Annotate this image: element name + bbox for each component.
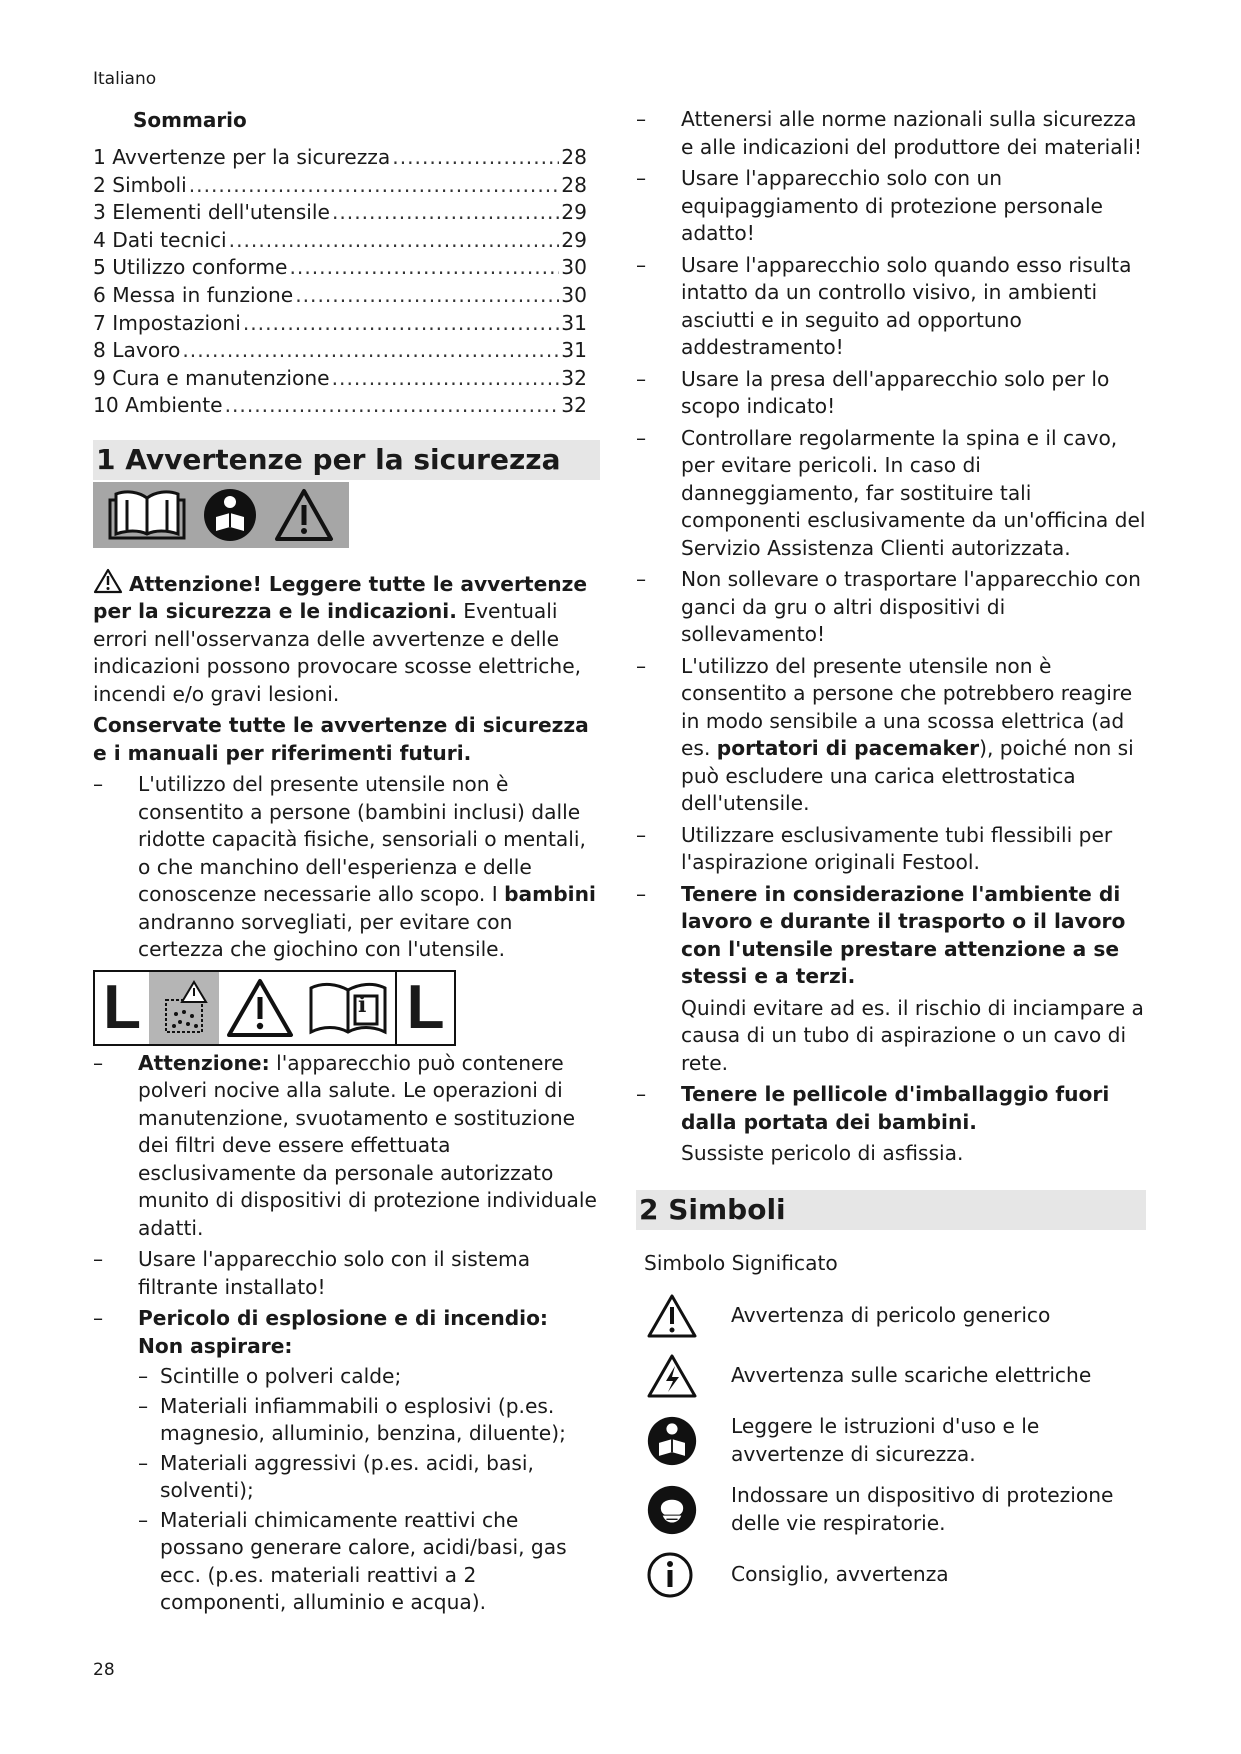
list-item: – Controllare regolarmente la spina e il cavo, per evitare pericoli. In caso di danneggiamento, far sostituire tali componenti esclusivamente da un'officina del Servizio Assistenza Clienti autorizzata.	[636, 425, 1146, 563]
warning-triangle-icon	[273, 487, 335, 543]
left-column	[93, 106, 600, 1617]
list-item: – Non sollevare o trasportare l'apparecchio con ganci da gru o altri dispositivi di sollevamento!	[636, 566, 1146, 649]
read-manual-icon	[646, 1415, 698, 1467]
info-letter: i	[358, 991, 367, 1018]
info-manual-icon	[301, 972, 395, 1044]
toc-entry[interactable]: 3 Elementi dell'utensile ..... 29	[93, 199, 587, 227]
list-item: – Utilizzare esclusivamente tubi flessibili per l'aspirazione originali Festool.	[636, 822, 1146, 877]
list-item: – Scintille o polveri calde;	[138, 1363, 600, 1391]
electric-warning-icon	[646, 1353, 698, 1399]
list-item: – Tenere le pellicole d'imballaggio fuori dalla portata dei bambini. Sussiste pericolo di asfissia.	[636, 1081, 1146, 1168]
symbol-row: Indossare un dispositivo di protezione delle vie respiratorie.	[636, 1482, 1146, 1537]
symbol-row: Consiglio, avvertenza	[636, 1551, 1146, 1599]
dust-hazard-icon	[149, 972, 219, 1044]
toc-entry[interactable]: 2 Simboli ..... 28	[93, 172, 587, 200]
right-column	[636, 106, 1146, 1599]
list-item: – Pericolo di esplosione e di incendio: Non aspirare: – Scintille o polveri calde; – Materiali infiammabili o esplosivi (p.es. magnesio, alluminio, benzina, diluente); – Materiali aggressivi (p.es. acidi, basi, solventi); – Materiali chimicamente reattivi che possano generare calore, acidi/basi, gas ecc. (p.es. materiali reattivi a 2 componenti, alluminio e acqua).	[93, 1305, 600, 1617]
col-symbol: Simbolo	[644, 1250, 726, 1275]
list-item: – Materiali infiammabili o esplosivi (p.es. magnesio, alluminio, benzina, diluente);	[138, 1393, 600, 1448]
safety-list-left-2	[93, 1050, 600, 1617]
page-number: 28	[93, 1660, 115, 1680]
respiratory-protection-icon	[646, 1484, 698, 1536]
safety-warning-paragraph: Attenzione! Leggere tutte le avvertenze per la sicurezza e le indicazioni. Eventuali errori nell'osservanza delle avvertenze e delle indicazioni possono provocare scosse elettriche, incendi e/o gravi lesioni.	[93, 568, 600, 709]
toc-entry[interactable]: 5 Utilizzo conforme ..... 30	[93, 254, 587, 282]
no-suction-materials-list	[138, 1363, 600, 1617]
symbol-row: Leggere le istruzioni d'uso e le avvertenze di sicurezza.	[636, 1413, 1146, 1468]
warning-triangle-icon	[219, 972, 301, 1044]
symbol-row: Avvertenza sulle scariche elettriche	[636, 1353, 1146, 1399]
safety-list-left	[93, 771, 600, 964]
col-meaning: Significato	[731, 1250, 838, 1275]
dust-class-letter-right: L	[395, 972, 454, 1044]
table-of-contents	[93, 144, 587, 420]
list-item: – Attenzione: l'apparecchio può contenere polveri nocive alla salute. Le operazioni di manutenzione, svuotamento e sostituzione dei filtri deve essere effettuata esclusivamente da personale autorizzato munito di dispositivi di protezione individuale adatti.	[93, 1050, 600, 1243]
toc-entry[interactable]: 1 Avvertenze per la sicurezza ..... 28	[93, 144, 587, 172]
list-item: – Materiali chimicamente reattivi che possano generare calore, acidi/basi, gas ecc. (p.es. materiali reattivi a 2 componenti, alluminio e acqua).	[138, 1507, 600, 1617]
list-item: – Tenere in considerazione l'ambiente di lavoro e durante il trasporto o il lavoro con l'utensile prestare attenzione a se stessi e a terzi. Quindi evitare ad es. il rischio di inciampare a causa di un tubo di aspirazione o un cavo di rete.	[636, 881, 1146, 1078]
dust-class-label	[93, 970, 456, 1046]
symbol-row: Avvertenza di pericolo generico	[636, 1293, 1146, 1339]
list-item: – L'utilizzo del presente utensile non è consentito a persone (bambini inclusi) dalle ridotte capacità fisiche, sensoriali o mentali, o che manchino dell'esperienza e delle conoscenze necessarie allo scopo. I bambini andranno sorvegliati, per evitare con certezza che giochino con l'utensile.	[93, 771, 600, 964]
film-note: Sussiste pericolo di asfissia.	[681, 1141, 964, 1165]
info-icon	[646, 1551, 694, 1599]
toc-entry[interactable]: 8 Lavoro ..... 31	[93, 337, 587, 365]
list-item: – Attenersi alle norme nazionali sulla sicurezza e alle indicazioni del produttore dei materiali!	[636, 106, 1146, 161]
toc-entry[interactable]: 6 Messa in funzione ..... 30	[93, 282, 587, 310]
warning-triangle-icon	[646, 1293, 698, 1339]
section-1-heading: 1 Avvertenze per la sicurezza	[93, 440, 600, 480]
toc-entry[interactable]: 9 Cura e manutenzione ..... 32	[93, 365, 587, 393]
safety-icon-strip	[93, 482, 349, 548]
list-item: – Usare l'apparecchio solo con il sistema filtrante installato!	[93, 1246, 600, 1301]
manual-book-icon	[107, 488, 187, 542]
toc-entry[interactable]: 4 Dati tecnici ..... 29	[93, 227, 587, 255]
warning-triangle-icon	[93, 568, 123, 594]
list-item: – Usare la presa dell'apparecchio solo per lo scopo indicato!	[636, 366, 1146, 421]
symbols-table-header	[644, 1250, 1146, 1278]
list-item: – Usare l'apparecchio solo quando esso risulta intatto da un controllo visivo, in ambienti asciutti e in seguito ad opportuno addestramento!	[636, 252, 1146, 362]
list-item: – Usare l'apparecchio solo con un equipaggiamento di protezione personale adatto!	[636, 165, 1146, 248]
toc-title: Sommario	[133, 108, 247, 132]
safety-list-right	[636, 106, 1146, 1168]
keep-manuals-note: Conservate tutte le avvertenze di sicurezza e i manuali per riferimenti futuri.	[93, 713, 589, 765]
toc-entry[interactable]: 10 Ambiente ..... 32	[93, 392, 587, 420]
toc-entry[interactable]: 7 Impostazioni ..... 31	[93, 310, 587, 338]
section-2-heading: 2 Simboli	[636, 1190, 1146, 1230]
list-item: – L'utilizzo del presente utensile non è consentito a persone che potrebbero reagire in modo sensibile a una scossa elettrica (ad es. portatori di pacemaker), poiché non si può escludere una carica elettrostatica dell'utensile.	[636, 653, 1146, 818]
read-manual-icon	[202, 487, 258, 543]
environment-note: Quindi evitare ad es. il rischio di inciampare a causa di un tubo di aspirazione o un cavo di rete.	[681, 995, 1144, 1075]
list-item: – Materiali aggressivi (p.es. acidi, basi, solventi);	[138, 1450, 600, 1505]
dust-class-letter-left: L	[103, 973, 141, 1043]
language-label: Italiano	[93, 69, 157, 89]
